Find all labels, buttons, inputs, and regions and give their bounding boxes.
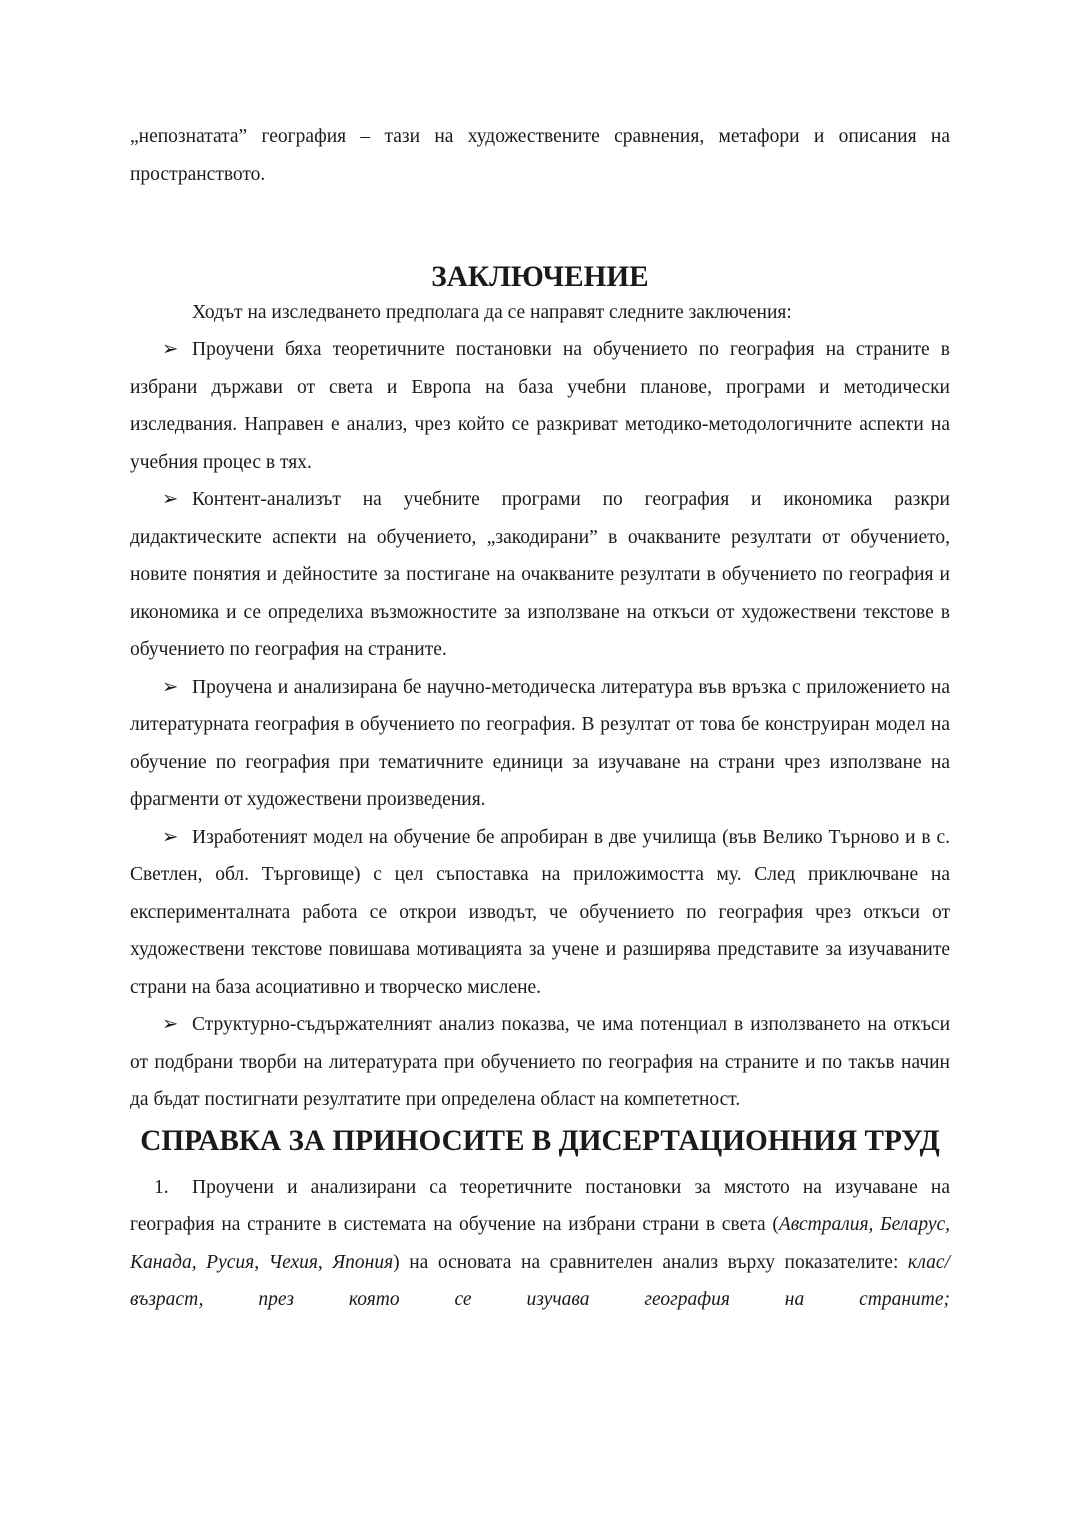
arrow-bullet-icon: ➢ [162, 1014, 179, 1035]
conclusion-item-2 [130, 481, 950, 669]
contribution-item-1 [130, 1169, 950, 1319]
arrow-bullet-icon: ➢ [162, 339, 179, 360]
conclusion-item-text: Структурно-съдържателният анализ показва, че има потенциал в използването на откъси от подбрани творби на литературата при обучението по география на страните и по такъв начин да бъдат постигнати резултатите при определена област на компететност. [130, 1014, 950, 1110]
conclusion-item-5 [130, 1006, 950, 1119]
item-number: 1. [154, 1176, 169, 1198]
document-page [130, 118, 950, 1319]
contributions-heading: СПРАВКА ЗА ПРИНОСИТЕ В ДИСЕРТАЦИОННИЯ ТРУД [140, 1124, 940, 1157]
contribution-countries: Австралия, Беларус, Канада, Русия, Чехия, Япония [130, 1214, 950, 1273]
conclusion-item-text: Изработеният модел на обучение бе апробиран в две училища (във Велико Търново и в с. Светлен, обл. Търговище) с цел съпоставка на приложимостта му. След приключване на експерименталната работа се открои изводът, че обучението по география чрез откъси от художествени текстове повишава мотивацията за учене и разширява представите за изучаваните страни на база асоциативно и творческо мислене. [130, 826, 950, 998]
conclusion-item-1 [130, 331, 950, 481]
conclusion-item-text: Проучена и анализирана бе научно-методическа литература във връзка с приложението на литературната география в обучението по география. В резултат от това бе конструиран модел на обучение по география при тематичните единици за изучаване на страни чрез използване на фрагменти от художествени произведения. [130, 676, 950, 810]
arrow-bullet-icon: ➢ [162, 676, 179, 698]
contribution-text-a: Проучени и анализирани са теоретичните постановки за мястото на изучаване на география на страните в системата на обучение на избрани страни в света ( [130, 1176, 950, 1235]
arrow-bullet-icon: ➢ [162, 826, 179, 848]
conclusion-item-text: Контент-анализът на учебните програми по география и икономика разкри дидактическите аспекти на обучението, „закодирани” в очакваните резултати от обучението, новите понятия и дейностите за постигане на очакваните резултати в обучението по география и икономика и се определиха възможностите за използване на откъси от художествени текстове в обучението по география на страните. [130, 489, 950, 660]
contribution-italic-tail: клас/възраст, през която се изучава география на страните; [130, 1251, 950, 1310]
arrow-bullet-icon: ➢ [162, 489, 179, 510]
conclusion-item-4 [130, 819, 950, 1007]
contribution-text-b: ) на основата на сравнителен анализ върху показателите: [393, 1251, 908, 1273]
conclusion-item-text: Проучени бяха теоретичните постановки на обучението по география на страните в избрани държави от света и Европа на база учебни планове, програми и методически изследвания. Направен е анализ, чрез който се разкриват методико-методологичните аспекти на учебния процес в тях. [130, 339, 950, 473]
conclusion-heading: ЗАКЛЮЧЕНИЕ [431, 261, 649, 293]
opening-paragraph: „непознатата” география – тази на художествените сравнения, метафори и описания на пространството. [130, 126, 950, 185]
conclusion-item-3 [130, 669, 950, 819]
conclusion-intro: Ходът на изследването предполага да се направят следните заключения: [192, 302, 792, 323]
